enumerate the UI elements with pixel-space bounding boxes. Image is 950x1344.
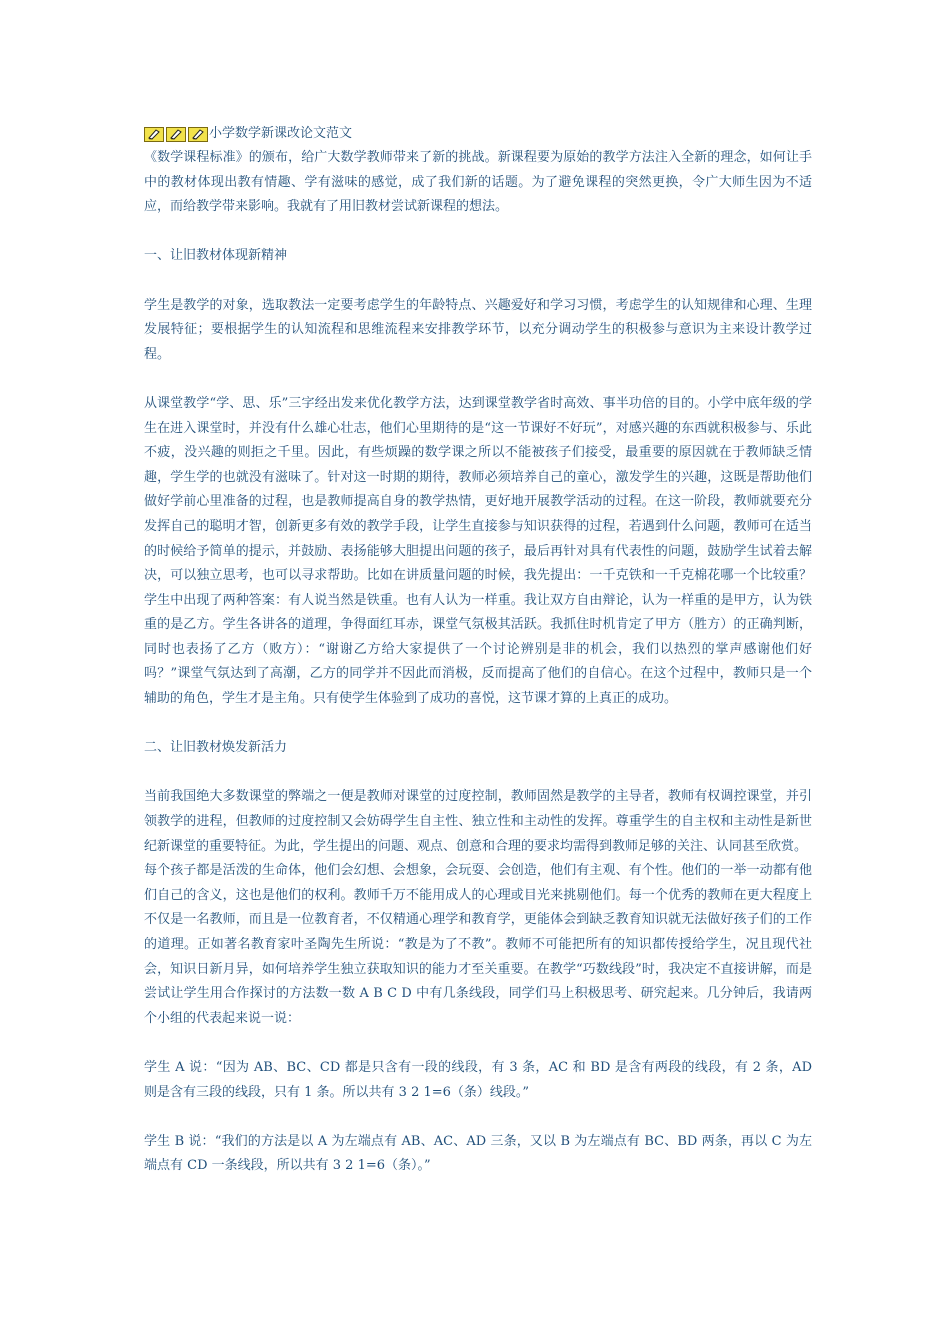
- intro-paragraph: 《数学课程标准》的颁布，给广大数学教师带来了新的挑战。新课程要为原始的教学方法注入全新的理念，如何让手中的教材体现出教有情趣、学有滋味的感觉，成了我们新的话题。为了避免课程的突然更换，令广大师生因为不适应，而给教学带来影响。我就有了用旧教材尝试新课程的想法。: [144, 150, 812, 215]
- section1-heading: 一、让旧教材体现新精神: [144, 248, 288, 264]
- section2-heading: 二、让旧教材焕发新活力: [144, 740, 288, 756]
- pencil-icon: [188, 127, 208, 142]
- section1-paragraph-1: 学生是教学的对象，选取教法一定要考虑学生的年龄特点、兴趣爱好和学习习惯，考虑学生的认知规律和心理、生理发展特征；要根据学生的认知流程和思维流程来安排教学环节，以充分调动学生的积极参与意识为主来设计教学过程。: [144, 297, 812, 362]
- spacer: [144, 269, 812, 294]
- spacer: [144, 367, 812, 392]
- title-icons: [144, 127, 208, 142]
- pencil-icon: [144, 127, 164, 142]
- section2-paragraph-1: 当前我国绝大多数课堂的弊端之一便是教师对课堂的过度控制，教师固然是教学的主导者，教师有权调控课堂，并引领教学的进程，但教师的过度控制又会妨碍学生自主性、独立性和主动性的发挥。尊重学生的自主权和主动性是新世纪新课堂的重要特征。为此，学生提出的问题、观点、创意和合理的要求均需得到教师足够的关注、认同甚至欣赏。: [144, 789, 812, 854]
- section1-paragraph-2: 从课堂教学“学、思、乐”三字经出发来优化教学方法，达到课堂教学省时高效、事半功倍的目的。小学中底年级的学生在进入课堂时，并没有什么雄心壮志，他们心里期待的是“这一节课好不好玩”，对感兴趣的东西就积极参与、乐此不疲，没兴趣的则拒之千里。因此，有些烦躁的数学课之所以不能被孩子们接受，最重要的原因就在于教师缺乏情趣，学生学的也就没有滋味了。针对这一时期的期待，教师必须培养自己的童心，激发学生的兴趣，这既是帮助他们做好学前心里准备的过程，也是教师提高自身的教学热情，更好地开展教学活动的过程。在这一阶段，教师就要充分发挥自己的聪明才智，创新更多有效的教学手段，让学生直接参与知识获得的过程，若遇到什么问题，教师可在适当的时候给予简单的提示，并鼓励、表扬能够大胆提出问题的孩子，最后再针对具有代表性的问题，鼓励学生试着去解决，可以独立思考，也可以寻求帮助。比如在讲质量问题的时候，我先提出：一千克铁和一千克棉花哪一个比较重？学生中出现了两种答案：有人说当然是铁重。也有人认为一样重。我让双方自由辩论，认为一样重的是甲方，认为铁重的是乙方。学生各讲各的道理，争得面红耳赤，课堂气氛极其活跃。我抓住时机肯定了甲方（胜方）的正确判断，同时也表扬了乙方（败方）：“谢谢乙方给大家提供了一个讨论辨别是非的机会，我们以热烈的掌声感谢他们好吗？”课堂气氛达到了高潮，乙方的同学并不因此而消极，反而提高了他们的自信心。在这个过程中，教师只是一个辅助的角色，学生才是主角。只有使学生体验到了成功的喜悦，这节课才算的上真正的成功。: [144, 395, 812, 707]
- student-b-paragraph: 学生 B 说：“我们的方法是以 A 为左端点有 AB、AC、AD 三条，又以 B 为左端点有 BC、BD 两条，再以 C 为左端点有 CD 一条线段，所以共有 3 2 1=6（条）。”: [144, 1133, 812, 1174]
- student-a-paragraph: 学生 A 说：“因为 AB、BC、CD 都是只含有一段的线段，有 3 条，AC 和 BD 是含有两段的线段，有 2 条，AD 则是含有三段的线段，只有 1 条。所以共有 3 2 1=6（条）线段。”: [144, 1059, 812, 1100]
- section2-paragraph-2: 每个孩子都是活泼的生命体，他们会幻想、会想象，会玩耍、会创造，他们有主观、有个性。他们的一举一动都有他们自己的含义，这也是他们的权利。教师千万不能用成人的心理或目光来挑剔他们。每一个优秀的教师在更大程度上不仅是一名教师，而且是一位教育者，不仅精通心理学和教育学，更能体会到缺乏教育知识就无法做好孩子们的工作的道理。正如著名教育家叶圣陶先生所说：“教是为了不教”。教师不可能把所有的知识都传授给学生，况且现代社会，知识日新月异，如何培养学生独立获取知识的能力才至关重要。在教学“巧数线段”时，我决定不直接讲解，而是尝试让学生用合作探讨的方法数一数 A B C D 中有几条线段，同学们马上积极思考、研究起来。几分钟后，我请两个小组的代表起来说一说：: [144, 863, 812, 1026]
- spacer: [144, 712, 812, 737]
- document-content: [144, 122, 812, 1179]
- pencil-icon: [166, 127, 186, 142]
- spacer: [144, 761, 812, 786]
- spacer: [144, 1031, 812, 1056]
- spacer: [144, 220, 812, 245]
- spacer: [144, 1105, 812, 1130]
- document-title: 小学数学新课改论文范文: [209, 125, 353, 141]
- title-row: [144, 122, 812, 146]
